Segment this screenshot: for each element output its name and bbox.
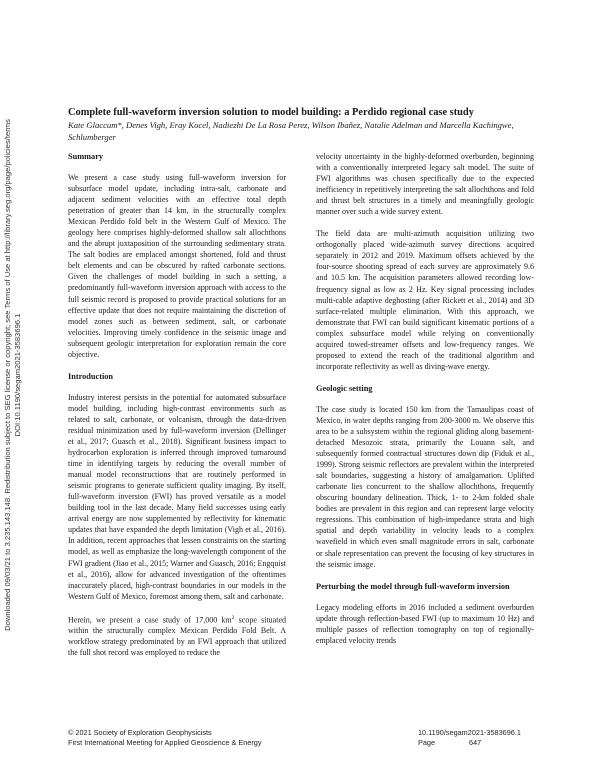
page-label: Page — [418, 737, 436, 747]
page-number: 647 — [469, 737, 482, 747]
download-notice: Downloaded 09/03/21 to 3.235.143.148. Redistribution subject to SEG license or copyright; see Terms of Use at http://library.seg.org/page/policies/terms — [3, 119, 12, 631]
sidebar-doi: DOI:10.1190/segam2021-3583696.1 — [13, 313, 22, 437]
field-data-paragraph: The field data are multi-azimuth acquisition utilizing two orthogonally placed wide-azimuth survey directions acquired separately in 2012 and 2019. Maximum offsets achieved by the four-source shooting spread of each survey are approximately 9.6 and 10.5 km. The acquisition parameters allowed recording low-frequency signal as low as 2 Hz. Key signal processing includes multi-cable adaptive deghosting (after Rickett et al., 2014) and 3D surface-related multiple elimination. With this approach, we demonstrate that FWI can build significant kinematic portions of a complex subsurface model while relying on conventionally acquired towed-streamer offsets and low-frequency ranges. We proposed to extend the reach of the traditional algorithm and incorporate reflectivity as well as diving-wave energy. — [316, 229, 534, 371]
geologic-setting-paragraph: The case study is located 150 km from the Tamaulipas coast of Mexico, in water depths ranging from 200-3000 m. We observe this area to be a subsystem within the regional gliding along basement-detached Mesozoic strata, primarily the Louann salt, and subsequently formed contractual structures down dip (Fiduk et al., 1999). Strong seismic reflectors are prevalent within the interpreted salt boundaries, suggesting a history of amalgamation. Uplifted carbonate lies concurrent to the shallow allochthons, frequently obscuring boundary delineation. Thick, 1- to 2-km folded shale bodies are prevalent in this region and can represent large velocity regressions. This combination of high-impedance strata and high spatial and depth variability in velocity leads to a complex wavefield in which even small magnitude errors in salt, carbonate or shale representation can prevent the focusing of key structures in the seismic image. — [316, 404, 534, 569]
introduction-paragraph-2 — [68, 613, 286, 659]
copyright-notice: © 2021 Society of Exploration Geophysicists — [68, 728, 212, 737]
right-column — [316, 151, 534, 657]
page-indicator — [418, 738, 521, 748]
intro-p2-text-b: scope situated within the structurally complex Mexican Perdido Fold Belt. A workflow strategy predominated by an FWI approach that utilized the full shot record was employed to reduce the — [68, 615, 287, 658]
superscript-2: 2 — [231, 614, 235, 621]
download-sidebar — [2, 95, 24, 655]
footer-left — [68, 728, 261, 747]
summary-paragraph: We present a case study using full-waveform inversion for subsurface model update, including intra-salt, carbonate and adjacent sediment velocities with an effective total depth penetration of greater than 14 km, in the structurally complex Mexican Perdido fold belt in the Western Gulf of Mexico. The geology here comprises highly-deformed shallow salt allochthons and the abrupt juxtaposition of the surrounding sedimentary strata. The salt bodies are emplaced amongst shortened, fold and thrust belt elements and can be obscured by rafted carbonate sections. Given the challenges of model building in such a setting, a predominantly full-waveform inversion approach with access to the full seismic record is proposed to provide practical solutions for an effective update that does not require maintaining the discretion of model zones such as between sediment, salt, or carbonate velocities. Improving timely confidence in the seismic image and subsequent geologic interpretation for exploration remain the core objective. — [68, 173, 286, 359]
left-column — [68, 151, 286, 670]
author-list: Kate Glaccum*, Denes Vigh, Eray Kocel, Nadiezhi De La Rosa Perez, Wilson Ibañez, Natalie Adelman and Marcella Kachingwe, Schlumberger — [68, 120, 514, 142]
footer-doi: 10.1190/segam2021-3583696.1 — [418, 728, 521, 737]
conference-name: First International Meeting for Applied Geoscience & Energy — [68, 737, 262, 747]
paper-title: Complete full-waveform inversion solution to model building: a Perdido regional case study — [68, 107, 474, 118]
intro-p2-text-a: Herein, we present a case study of 17,000 km — [68, 615, 232, 625]
footer-right — [418, 728, 521, 747]
introduction-paragraph-1: Industry interest persists in the potential for automated subsurface model building, including high-contrast environments such as related to salt, carbonate, or volcanism, through the data-driven residual minimization used by full-waveform inversion (Dellinger et al., 2017; Guasch et al., 2018). Significant business impact to hydrocarbon exploration is inferred through improved turnaround time in identifying targets by reducing the overall number of manual model reconstructions that are routinely performed in seismic programs to generate sufficient quality imaging. By itself, full-waveform inversion (FWI) has proved versatile as a model building tool in the last decade. Many field successes using early arrival energy are now supplemented by reflectivity for kinematic updates that have expanded the depth limitation (Vigh et al., 2016). In addition, recent approaches that lessen constraints on the starting model, as well as emphasize the long-wavelength component of the FWI gradient (Jiao et al., 2015; Warner and Guasch, 2016; Engquist et al., 2016), allow for advanced investigation of the oftentimes inaccurately placed, high-contrast boundaries in our models in the Western Gulf of Mexico, foremost among them, salt and carbonate. — [68, 392, 286, 601]
geologic-setting-heading: Geologic setting — [316, 383, 373, 393]
paper-header — [68, 106, 536, 143]
introduction-heading: Introduction — [68, 371, 114, 381]
summary-heading: Summary — [68, 152, 104, 161]
perturbing-model-heading: Perturbing the model through full-waveform inversion — [316, 581, 510, 591]
legacy-modeling-paragraph: Legacy modeling efforts in 2016 included a sediment overburden update through reflection-based FWI (up to maximum 10 Hz) and multiple passes of reflection tomography on top of regionally-emplaced velocity trends — [316, 602, 534, 645]
continued-paragraph: velocity uncertainty in the highly-deformed overburden, beginning with a conventionally interpreted legacy salt model. The suite of FWI algorithms was chosen specifically due to the expected inefficiency in repetitively interpreting the salt allochthons and fold and thrust belt structures in a timely and meaningfully geologic manner over such a wide survey extent. — [316, 152, 534, 217]
